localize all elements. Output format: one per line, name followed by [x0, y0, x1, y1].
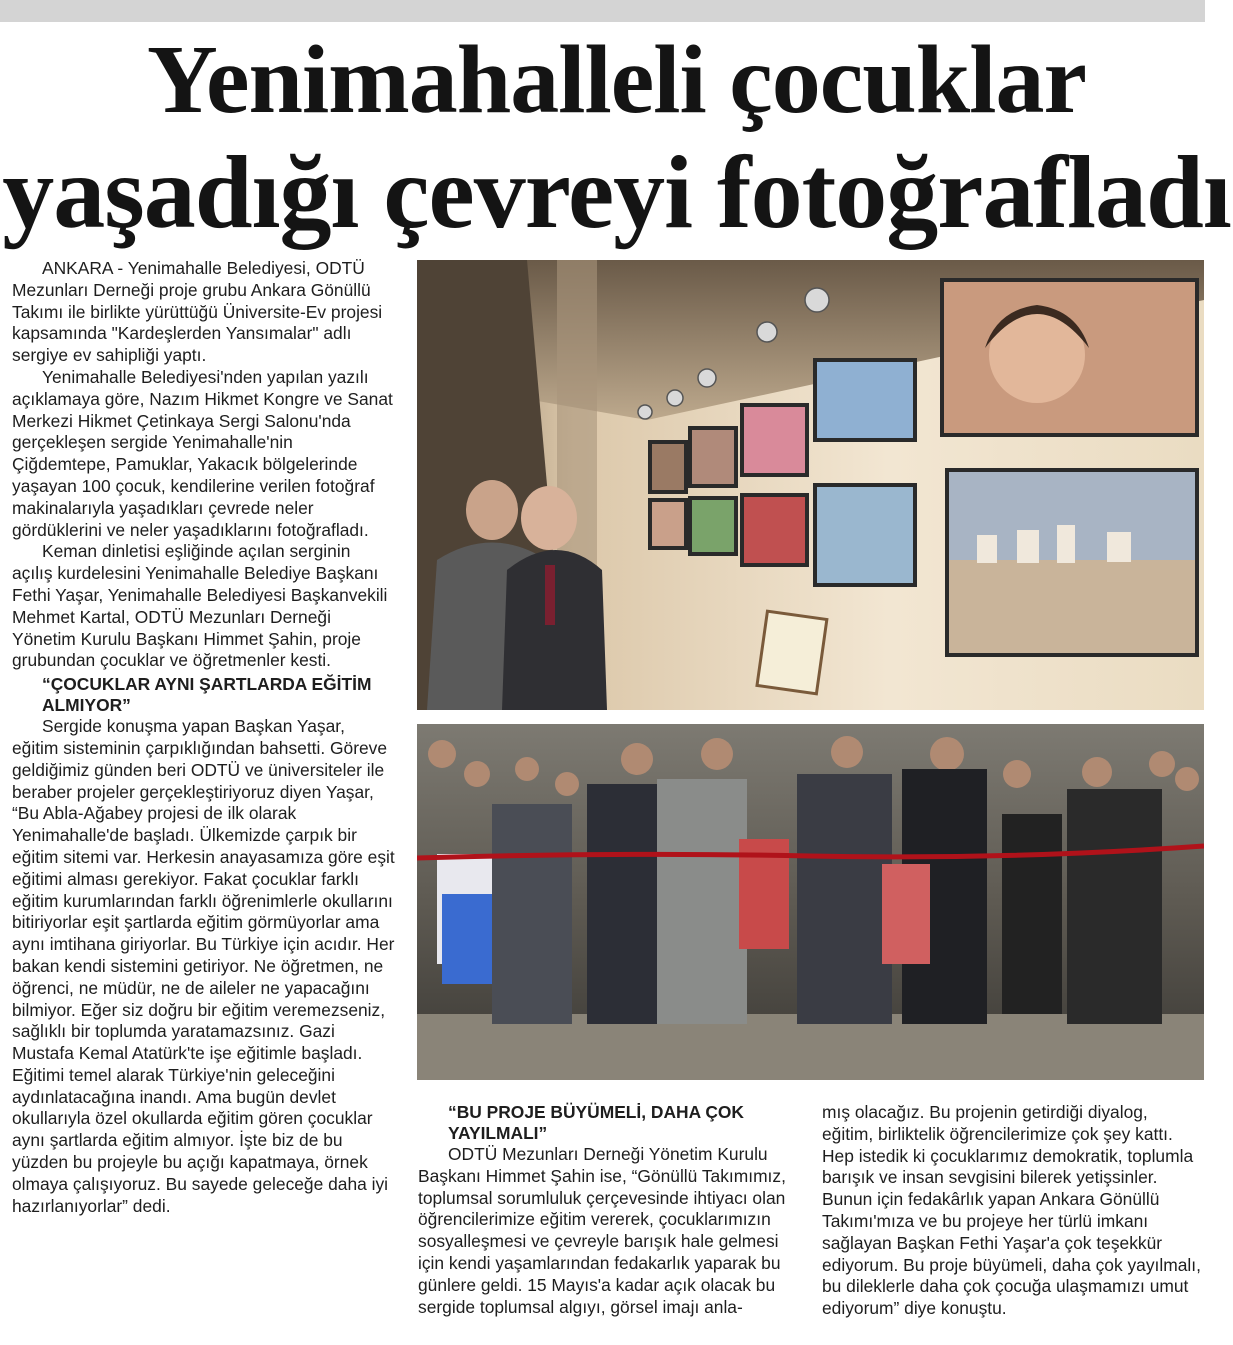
top-gray-bar: [0, 0, 1205, 22]
article-column-2: [418, 1100, 793, 1345]
exhibition-photo: [417, 260, 1204, 710]
headline: [0, 26, 1233, 252]
article-column-1: [12, 258, 395, 1345]
exhibition-photo-image: [417, 260, 1204, 710]
subheading-education: “ÇOCUKLAR AYNI ŞARTLARDA EĞİTİM ALMIYOR”: [42, 674, 372, 716]
paragraph-intro: ANKARA - Yenimahalle Belediyesi, ODTÜ Mezunları Derneği proje grubu Ankara Gönüllü Takımı ile birlikte yürüttüğü Üniversite-Ev projesi kapsamında "Kardeşlerden Yansımalar" adlı sergiye ev sahipliği yaptı.: [12, 258, 383, 366]
ribbon-cutting-photo-image: [417, 724, 1204, 1080]
paragraph-sahin: ODTÜ Mezunları Derneği Yönetim Kurulu Başkanı Himmet Şahin ise, “Gönüllü Takımımız, toplumsal sorumluluk çerçevesinde ihtiyacı olan öğrencilerimize eğitim vererek, çocuklarımızın sosyalleşmesi ve çevreyle barışık hale gelmesi için kendi yaşamlarından fedakarlık yaparak bu günlere geldi. 15 Mayıs'a kadar açık olacak bu sergide toplumsal algıyı, görsel imajı anla-: [418, 1144, 786, 1317]
paragraph-conclusion: mış olacağız. Bu projenin getirdiği diyalog, eğitim, birliktelik öğrencilerimize çok şey kattı. Hep istedik ki çocuklarımız demokratik, toplumla barışık ve insan sevgisini bilerek yetişsinler. Bunun için fedakârlık yapan Ankara Gönüllü Takımı'mıza ve bu projeye her türlü imkanı sağlayan Başkan Fethi Yaşar'a çok teşekkür ediyorum. Bu proje büyümeli, daha çok yayılmalı, bu dileklerle daha çok çocuğa ulaşmamızı umut ediyorum” diye konuştu.: [822, 1102, 1201, 1319]
ribbon-cutting-photo: [417, 724, 1204, 1080]
paragraph-ribbon: Keman dinletisi eşliğinde açılan serginin açılış kurdelesini Yenimahalle Belediye Başkanı Fethi Yaşar, Yenimahalle Belediyesi Başkanvekili Mehmet Kartal, ODTÜ Mezunları Derneği Yönetim Kurulu Başkanı Himmet Şahin, proje grubundan çocuklar ve öğretmenler kesti.: [12, 541, 388, 671]
article-column-3: [822, 1102, 1202, 1345]
subheading-project: “BU PROJE BÜYÜMELİ, DAHA ÇOK YAYILMALI”: [448, 1102, 744, 1143]
paragraph-speech: Sergide konuşma yapan Başkan Yaşar, eğitim sisteminin çarpıklığından bahsetti. Göreve geldiğimiz günden beri ODTÜ ve üniversiteler ile beraber projeler gerçekleştiriyoruz diyen Yaşar, “Bu Abla-Ağabey projesi de ilk olarak Yenimahalle'de başladı. Ülkemizde çarpık bir eğitim sitemi var. Herkesin anayasamıza göre eşit eğitimi alması gerekiyor. Fakat çocuklar farklı eğitim kurumlarından farklı öğrenimlerle okullarını bitiriyorlar eşit şartlarda eğitim görmüyorlar ama aynı imtihana giriyorlar. Bu Türkiye için acıdır. Her bakan kendi sistemini getiriyor. Ne öğretmen, ne öğrenci, ne müdür, ne de aileler ne yapacağını bilmiyor. Eğer siz doğru bir eğitim veremezseniz, sağlıklı bir toplumda yaratamazsınız. Gazi Mustafa Kemal Atatürk'te işe eğitimle başladı. Eğitimi temel alarak Türkiye'nin geleceğini aydınlatacağına inandı. Ama bugün devlet okullarıyla özel okullarda eğitim gören çocuklar aynı şartlarda eğitim almıyor. İşte biz de bu yüzden bu projeyle bu açığı kapatmaya, örnek olmaya çalışıyoruz. Bu sayede geleceğe daha iyi hazırlanıyorlar” dedi.: [12, 716, 395, 1216]
headline-line-1: Yenimahalleli çocuklar: [147, 26, 1086, 134]
headline-line-2: yaşadığı çevreyi fotoğrafladı: [2, 135, 1231, 250]
paragraph-statement: Yenimahalle Belediyesi'nden yapılan yazılı açıklamaya göre, Nazım Hikmet Kongre ve Sanat Merkezi Hikmet Çetinkaya Sergi Salonu'nda gerçekleşen sergide Yenimahalle'nin Çiğdemtepe, Pamuklar, Yakacık bölgelerinde yaşayan 100 çocuk, kendilerine verilen fotoğraf makinalarıyla yaşadıkları çevrede neler gördüklerini ve neler yaşadıklarını fotoğrafladı.: [12, 366, 393, 540]
